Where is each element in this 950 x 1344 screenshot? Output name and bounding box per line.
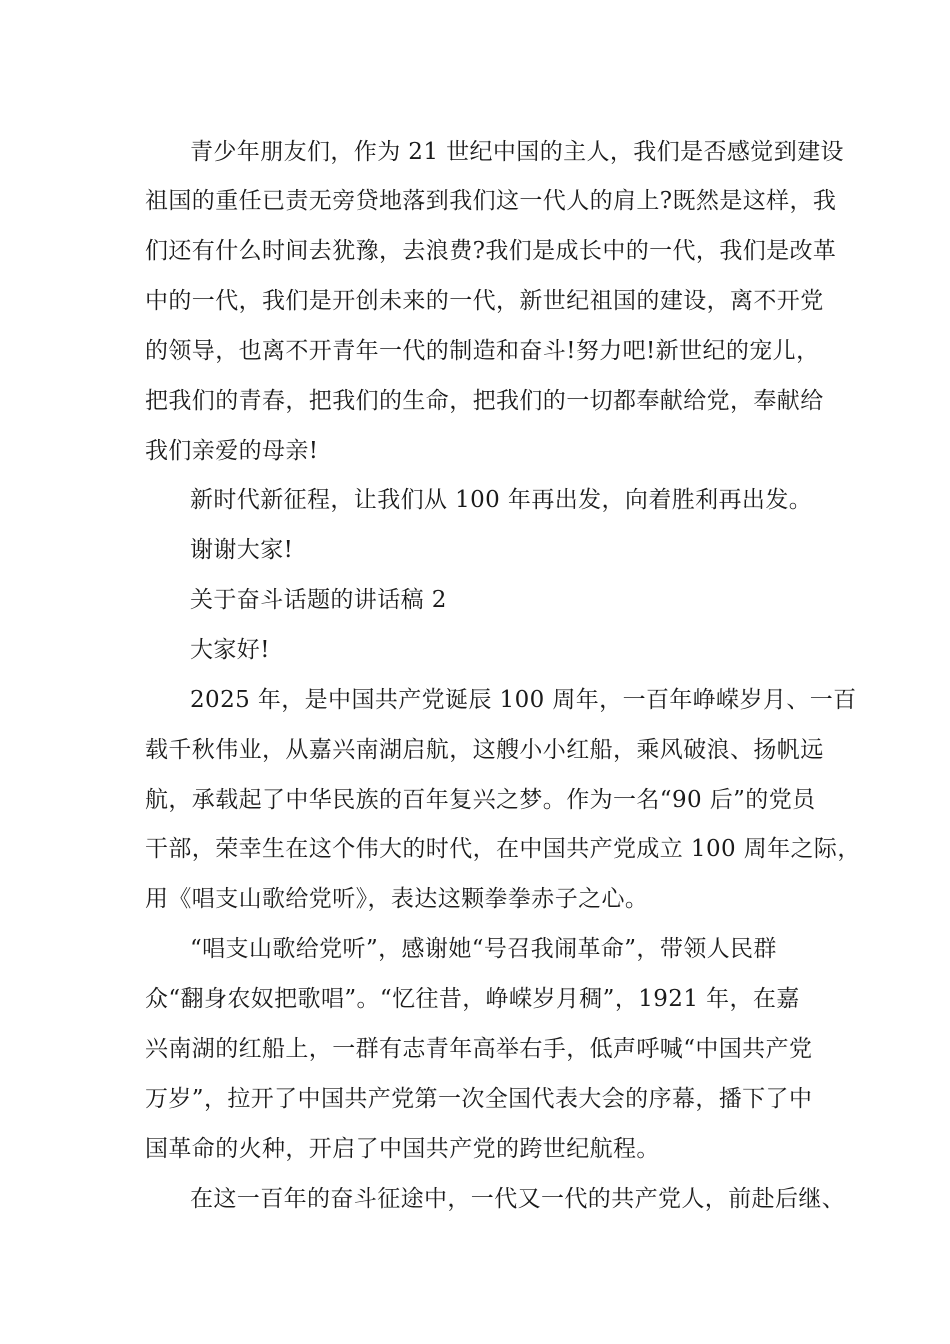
text-line: 兴南湖的红船上，一群有志青年高举右手，低声呼喊“中国共产党 [145, 1036, 813, 1062]
text-line: 的领导，也离不开青年一代的制造和奋斗!努力吧!新世纪的宠儿， [145, 338, 820, 364]
text-line: 万岁”，拉开了中国共产党第一次全国代表大会的序幕，播下了中 [145, 1086, 813, 1112]
text-line: 2025 年，是中国共产党诞辰 100 周年，一百年峥嵘岁月、一百 [190, 687, 857, 713]
text-line: 载千秋伟业，从嘉兴南湖启航，这艘小小红船，乘风破浪、扬帆远 [145, 737, 824, 763]
text-line: 祖国的重任已责无旁贷地落到我们这一代人的肩上?既然是这样，我 [145, 188, 837, 214]
text-line: 大家好! [190, 637, 270, 663]
text-line: 青少年朋友们，作为 21 世纪中国的主人，我们是否感觉到建设 [190, 139, 844, 165]
text-line: 国革命的火种，开启了中国共产党的跨世纪航程。 [145, 1136, 660, 1162]
text-line: 我们亲爱的母亲! [145, 438, 319, 464]
text-line: 干部，荣幸生在这个伟大的时代，在中国共产党成立 100 周年之际， [145, 836, 861, 862]
text-line: 们还有什么时间去犹豫，去浪费?我们是成长中的一代，我们是改革 [145, 238, 837, 264]
text-line: 用《唱支山歌给党听》，表达这颗拳拳赤子之心。 [145, 886, 649, 912]
text-line: 航，承载起了中华民族的百年复兴之梦。作为一名“90 后”的党员 [145, 787, 816, 813]
text-line: 中的一代，我们是开创未来的一代，新世纪祖国的建设，离不开党 [145, 288, 824, 314]
text-line: 新时代新征程，让我们从 100 年再出发，向着胜利再出发。 [190, 487, 813, 513]
text-line: 把我们的青春，把我们的生命，把我们的一切都奉献给党，奉献给 [145, 388, 824, 414]
text-line: 众“翻身农奴把歌唱”。“忆往昔，峥嵘岁月稠”，1921 年，在嘉 [145, 986, 800, 1012]
section-heading: 关于奋斗话题的讲话稿 2 [190, 587, 447, 613]
text-line: 在这一百年的奋斗征途中，一代又一代的共产党人，前赴后继、 [190, 1186, 846, 1212]
text-line: “唱支山歌给党听”，感谢她“号召我闹革命”，带领人民群 [190, 936, 777, 962]
text-line: 谢谢大家! [190, 537, 294, 563]
